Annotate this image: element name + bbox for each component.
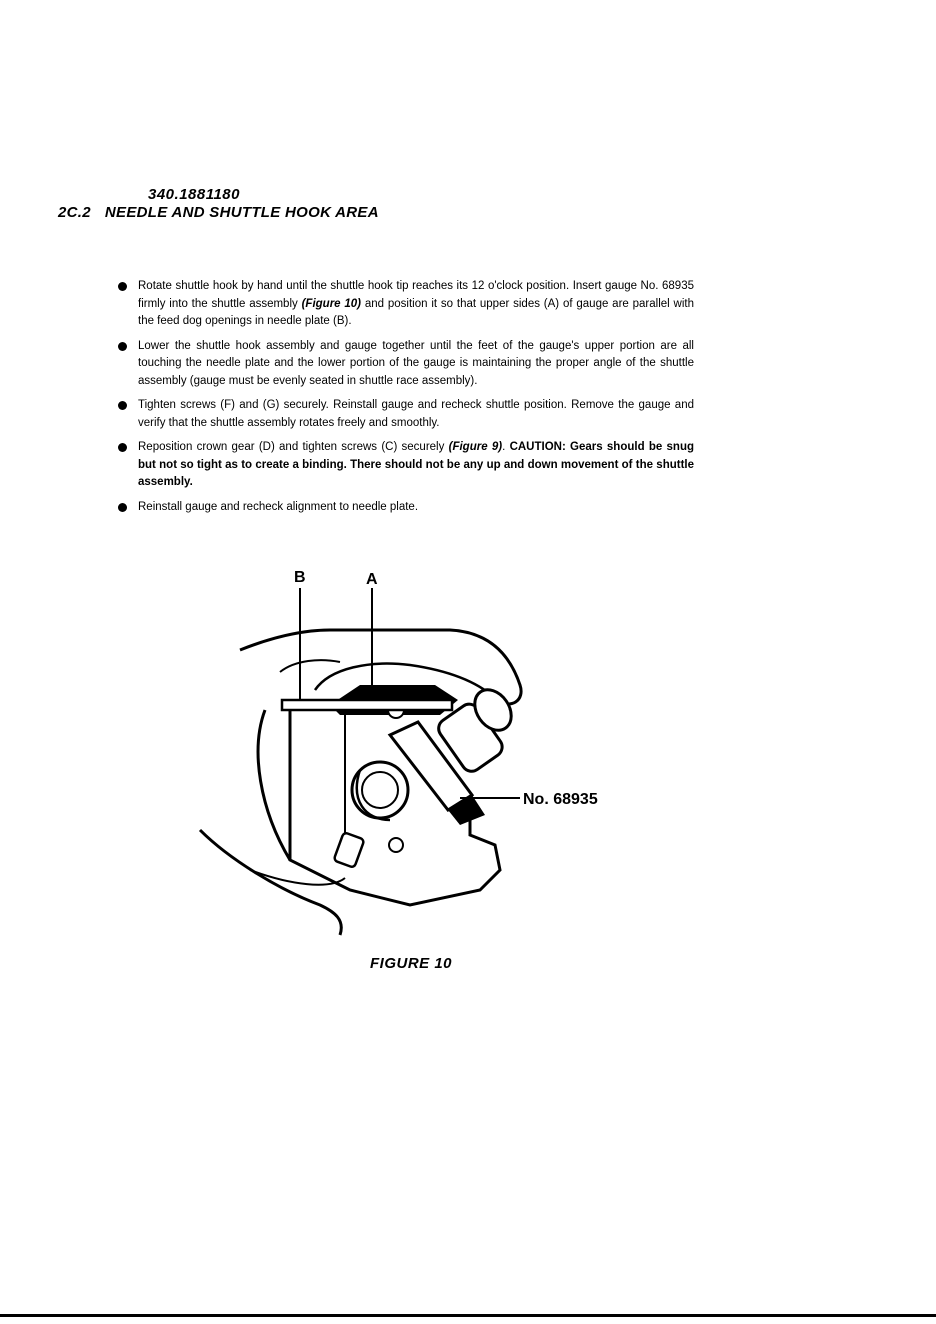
gauge-number-label: No. 68935 xyxy=(523,791,598,808)
lower-hand-thumb xyxy=(258,710,290,860)
procedure-step xyxy=(118,499,694,517)
bobbin-screw xyxy=(334,832,365,868)
step-text: (Figure 9) xyxy=(448,441,503,453)
document-number: 340.1881180 xyxy=(148,186,240,203)
label-b: B xyxy=(294,569,306,586)
figure-10-illustration xyxy=(190,560,650,940)
lower-hand-outline xyxy=(200,830,341,935)
step-text: Lower the shuttle hook assembly and gauge together until the feet of the gauge's upper portion are all touching the needle plate and the lower portion of the gauge is maintaining the proper angle of the shuttle assembly (gauge must be evenly seated in shuttle race assembly). xyxy=(138,339,694,387)
upper-hand-knuckle xyxy=(280,660,340,672)
step-text: Tighten screws (F) and (G) securely. Reinstall gauge and recheck shuttle position. Remove the gauge and verify that the shuttle assembly rotates freely and smoothly. xyxy=(138,399,694,429)
procedure-step xyxy=(118,338,694,391)
screw-head xyxy=(389,838,403,852)
page-bottom-rule xyxy=(0,1314,936,1317)
section-title: NEEDLE AND SHUTTLE HOOK AREA xyxy=(104,204,379,221)
step-text: and position it so that upper sides (A) of gauge are parallel with the feed dog openings in needle plate (B). xyxy=(138,297,694,327)
step-text: (Figure 10) xyxy=(301,297,362,310)
section-heading xyxy=(58,204,379,221)
section-code: 2C.2 xyxy=(58,204,91,221)
bullet-icon xyxy=(118,443,127,452)
bullet-icon xyxy=(118,503,127,512)
procedure-step xyxy=(118,397,694,432)
step-text: Reinstall gauge and recheck alignment to needle plate. xyxy=(138,500,419,513)
procedure-step xyxy=(118,439,694,492)
figure-caption: FIGURE 10 xyxy=(370,955,453,972)
bullet-icon xyxy=(118,282,127,291)
bullet-icon xyxy=(118,342,127,351)
needle-plate xyxy=(282,700,452,710)
step-text: CAUTION: Gears should be snug but not so tight as to create a binding. There should not be any up and down movement of the shuttle assembly. xyxy=(138,441,695,488)
procedure-steps xyxy=(118,278,694,523)
step-text: . xyxy=(502,441,510,453)
procedure-step xyxy=(118,278,694,331)
bullet-icon xyxy=(118,401,127,410)
step-text: Rotate shuttle hook by hand until the shuttle hook tip reaches its 12 o'clock position. Insert gauge No. 68935 firmly into the shuttle assembly xyxy=(138,280,694,310)
label-a: A xyxy=(366,571,378,588)
step-text: Reposition crown gear (D) and tighten screws (C) securely xyxy=(138,441,449,453)
shuttle-hook-inner xyxy=(362,772,398,808)
